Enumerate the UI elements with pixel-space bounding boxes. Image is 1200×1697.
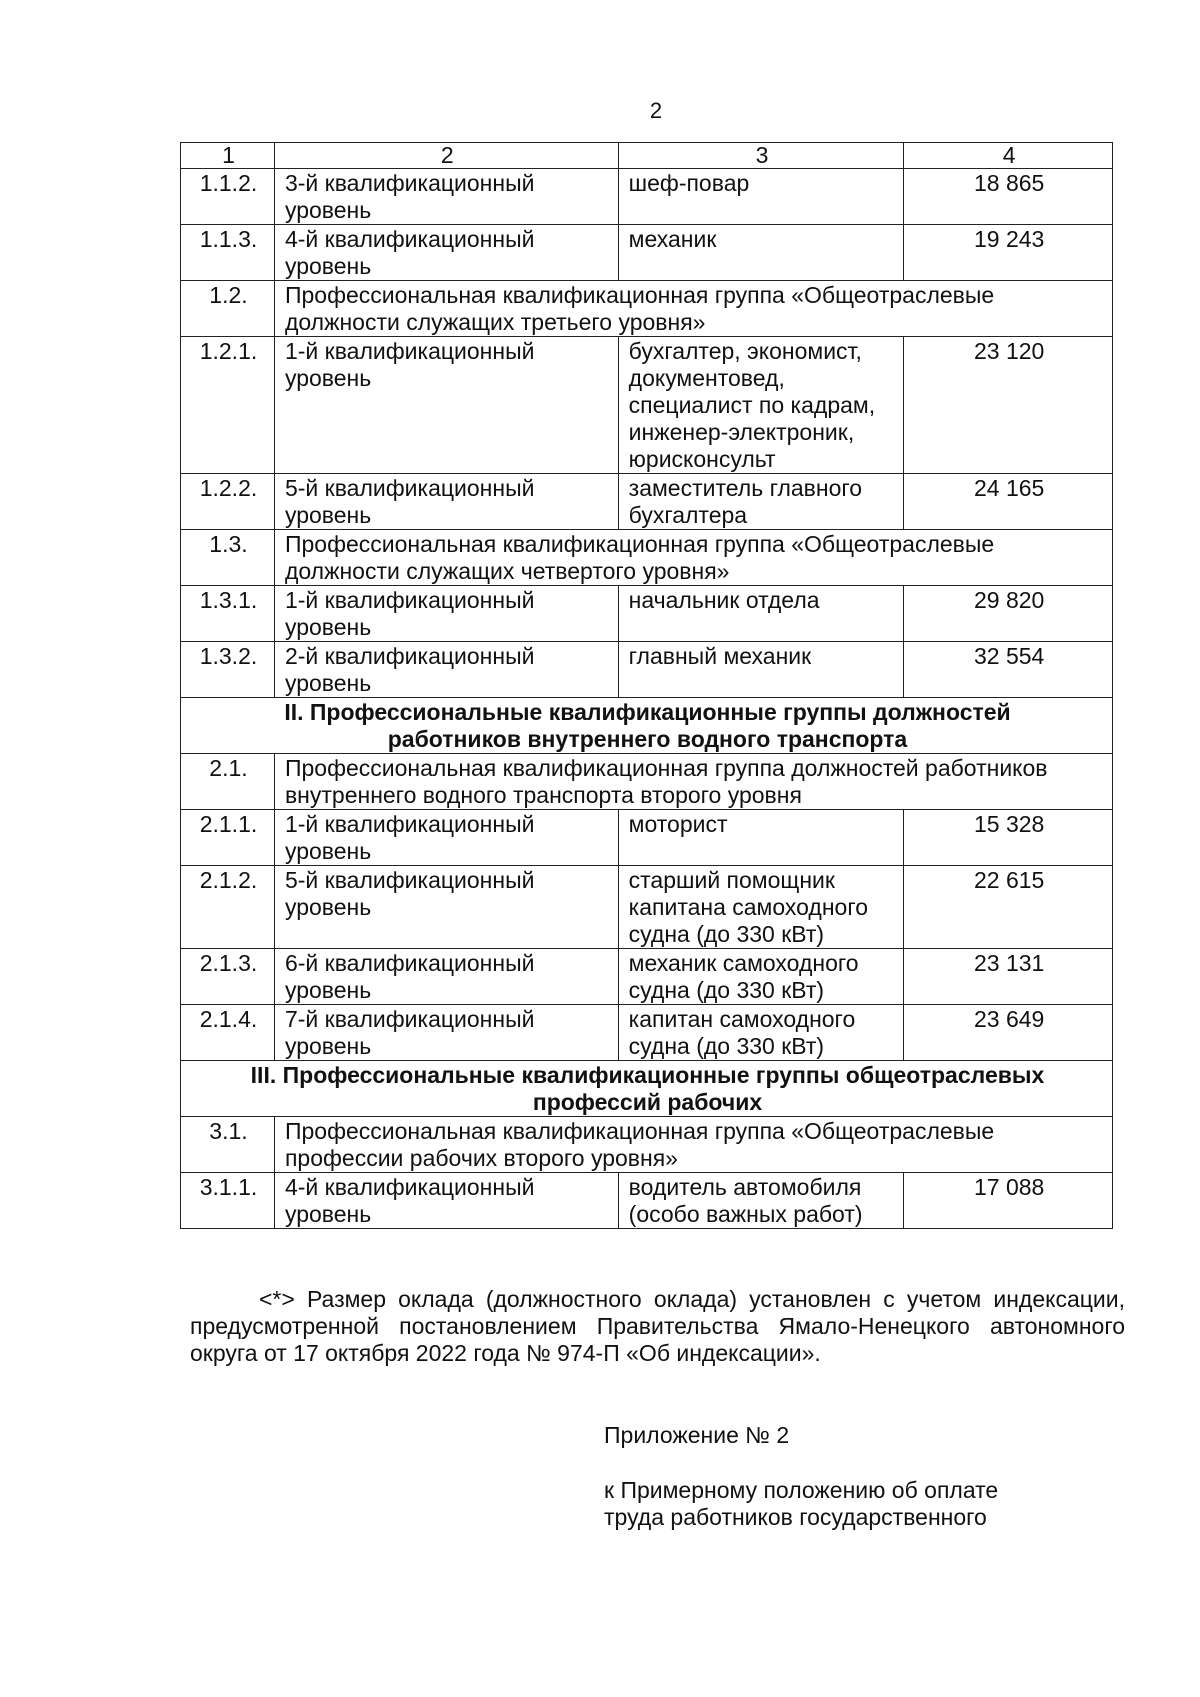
page-number: 2 <box>649 98 663 123</box>
appendix-title: Приложение № 2 <box>604 1422 790 1448</box>
table-row <box>181 337 1113 474</box>
section-title-line2: работников внутреннего водного транспорта <box>387 726 908 752</box>
row-number: 1.3.1. <box>181 586 275 642</box>
salary-value: 32 554 <box>904 642 1113 698</box>
table-row <box>181 866 1113 949</box>
footnote: <*> Размер оклада (должностного оклада) установлен с учетом индексации, предусмотренной постановлением Правительства Ямало-Ненецкого автономного округа от 17 октября 2022 года № 974-П «Об индексации». <box>190 1286 1125 1366</box>
group-title: Профессиональная квалификационная группа «Общеотраслевые должности служащих четвертого уровня» <box>274 530 1112 586</box>
group-title: Профессиональная квалификационная группа должностей работников внутреннего водного транспорта второго уровня <box>274 754 1112 810</box>
position-title: бухгалтер, экономист, документовед, специалист по кадрам, инженер-электроник, юрисконсульт <box>618 337 904 474</box>
qualification-level: 2-й квалификационный уровень <box>274 642 618 698</box>
group-row <box>181 281 1113 337</box>
position-title: водитель автомобиля (особо важных работ) <box>618 1173 904 1229</box>
table-row <box>181 586 1113 642</box>
appendix-subtitle-line2: труда работников государственного <box>604 1504 987 1530</box>
header-cell: 3 <box>618 143 904 169</box>
group-title: Профессиональная квалификационная группа «Общеотраслевые должности служащих третьего уровня» <box>274 281 1112 337</box>
position-title: капитан самоходного судна (до 330 кВт) <box>618 1005 904 1061</box>
row-number: 2.1.2. <box>181 866 275 949</box>
salary-value: 29 820 <box>904 586 1113 642</box>
header-cell: 4 <box>904 143 1113 169</box>
group-number: 3.1. <box>181 1117 275 1173</box>
header-cell: 2 <box>274 143 618 169</box>
header-cell: 1 <box>181 143 275 169</box>
section-title-line2: профессий рабочих <box>532 1089 763 1115</box>
qualification-level: 5-й квалификационный уровень <box>274 474 618 530</box>
table-row <box>181 1173 1113 1229</box>
table-row <box>181 225 1113 281</box>
qualification-level: 6-й квалификационный уровень <box>274 949 618 1005</box>
row-number: 1.2.2. <box>181 474 275 530</box>
group-number: 2.1. <box>181 754 275 810</box>
position-title: заместитель главного бухгалтера <box>618 474 904 530</box>
group-row <box>181 1117 1113 1173</box>
salary-value: 18 865 <box>904 169 1113 225</box>
position-title: механик самоходного судна (до 330 кВт) <box>618 949 904 1005</box>
table-row <box>181 1005 1113 1061</box>
qualification-level: 1-й квалификационный уровень <box>274 810 618 866</box>
section-title <box>181 698 1113 754</box>
salary-value: 23 120 <box>904 337 1113 474</box>
appendix-subtitle-line1: к Примерному положению об оплате <box>604 1477 999 1503</box>
row-number: 1.3.2. <box>181 642 275 698</box>
salary-value: 23 649 <box>904 1005 1113 1061</box>
table-row <box>181 169 1113 225</box>
salary-value: 24 165 <box>904 474 1113 530</box>
group-row <box>181 530 1113 586</box>
section-row <box>181 698 1113 754</box>
position-title: старший помощник капитана самоходного судна (до 330 кВт) <box>618 866 904 949</box>
salary-value: 22 615 <box>904 866 1113 949</box>
qualification-level: 1-й квалификационный уровень <box>274 337 618 474</box>
table-row <box>181 810 1113 866</box>
salary-table-body <box>181 143 1113 1229</box>
qualification-level: 4-й квалификационный уровень <box>274 225 618 281</box>
group-number: 1.2. <box>181 281 275 337</box>
position-title: механик <box>618 225 904 281</box>
row-number: 2.1.3. <box>181 949 275 1005</box>
position-title: главный механик <box>618 642 904 698</box>
qualification-level: 5-й квалификационный уровень <box>274 866 618 949</box>
appendix-subtitle <box>604 1477 998 1531</box>
row-number: 2.1.4. <box>181 1005 275 1061</box>
qualification-level: 4-й квалификационный уровень <box>274 1173 618 1229</box>
position-title: моторист <box>618 810 904 866</box>
row-number: 1.2.1. <box>181 337 275 474</box>
section-title-line1: III. Профессиональные квалификационные группы общеотраслевых <box>250 1062 1045 1088</box>
group-title: Профессиональная квалификационная группа «Общеотраслевые профессии рабочих второго уровня» <box>274 1117 1112 1173</box>
salary-value: 15 328 <box>904 810 1113 866</box>
qualification-level: 7-й квалификационный уровень <box>274 1005 618 1061</box>
qualification-level: 3-й квалификационный уровень <box>274 169 618 225</box>
table-row <box>181 474 1113 530</box>
group-row <box>181 754 1113 810</box>
group-number: 1.3. <box>181 530 275 586</box>
row-number: 3.1.1. <box>181 1173 275 1229</box>
table-header-row <box>181 143 1113 169</box>
salary-value: 23 131 <box>904 949 1113 1005</box>
row-number: 1.1.2. <box>181 169 275 225</box>
position-title: шеф-повар <box>618 169 904 225</box>
salary-value: 17 088 <box>904 1173 1113 1229</box>
section-title-line1: II. Профессиональные квалификационные группы должностей <box>284 699 1011 725</box>
qualification-level: 1-й квалификационный уровень <box>274 586 618 642</box>
row-number: 1.1.3. <box>181 225 275 281</box>
salary-value: 19 243 <box>904 225 1113 281</box>
table-row <box>181 949 1113 1005</box>
position-title: начальник отдела <box>618 586 904 642</box>
section-title <box>181 1061 1113 1117</box>
section-row <box>181 1061 1113 1117</box>
table-row <box>181 642 1113 698</box>
row-number: 2.1.1. <box>181 810 275 866</box>
salary-table <box>180 142 1113 1229</box>
